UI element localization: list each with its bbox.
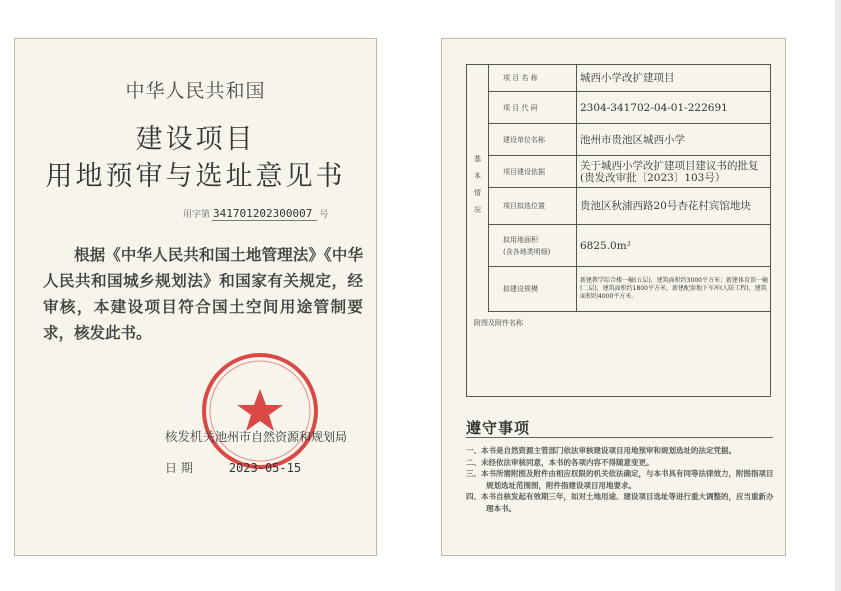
table-row bbox=[489, 124, 771, 156]
document-title-line2: 用地预审与选址意见书 bbox=[45, 161, 346, 192]
list-item: 四、本书自核发起有效期三年，如对土地用途、建设项目选址等进行重大调整的，应当重新办理本书。 bbox=[466, 492, 774, 513]
list-item: 一、本书是自然资源主管部门依法审核建设项目用地预审和规划选址的法定凭据。 bbox=[466, 446, 736, 455]
row-value: 2304-341702-04-01-222691 bbox=[580, 101, 728, 114]
certificate-number bbox=[183, 207, 328, 220]
row-label: 项 目 名 称 bbox=[489, 65, 577, 91]
row-value: 关于城西小学改扩建项目建议书的批复(贵发改审批〔2023〕103号） bbox=[580, 159, 759, 184]
attachments-label: 附图及附件名称 bbox=[474, 319, 523, 327]
row-value: 贵池区秋浦西路20号杏花村宾馆地块 bbox=[580, 200, 751, 212]
row-value: 新建教学综合楼一幢(五层)，建筑面积约3000平方米；新建体育馆一幢(二层)，建筑面积约1800平方米，新建配套地下车库(人防工程)，建筑 面积约4000平方米。 bbox=[580, 277, 768, 300]
number-suffix: 号 bbox=[319, 210, 329, 220]
row-label bbox=[489, 225, 577, 266]
issuing-authority-value: 池州市自然资源和规划局 bbox=[215, 430, 348, 444]
list-item: 三、本书所需附图及附件由相应权限的机关依法确定，与本书具有同等法律效力，附图指项目规划选址范围图，附件指建设项目用地要求。 bbox=[466, 469, 774, 490]
certificate-cover-page bbox=[14, 38, 377, 556]
row-label-main: 拟用地面积 bbox=[503, 235, 538, 244]
section-label: 基本情况 bbox=[467, 65, 489, 312]
issue-date bbox=[165, 459, 301, 476]
certificate-body-text: 根据《中华人民共和国土地管理法》《中华人民共和国城乡规划法》和国家有关规定，经审核，本建设项目符合国土空间用途管制要求，核发此书。 bbox=[43, 246, 363, 342]
row-label: 项目建设依据 bbox=[489, 156, 577, 187]
table-row bbox=[489, 267, 771, 312]
list-item: 二、未经依法审核同意，本书的各项内容不得随意变更。 bbox=[466, 457, 654, 467]
number-prefix: 用字第 bbox=[183, 210, 211, 220]
table-row bbox=[489, 225, 771, 267]
row-value: 6825.0m² bbox=[580, 239, 631, 252]
row-label: 建设单位名称 bbox=[489, 124, 577, 155]
number-value: 341701202300007 bbox=[212, 207, 317, 221]
issuing-authority-label: 核发机关 bbox=[165, 429, 216, 444]
row-value: 池州市贵池区城西小学 bbox=[580, 133, 685, 146]
notice-title: 遵守事项 bbox=[466, 419, 531, 437]
table-row bbox=[489, 65, 771, 92]
official-seal-icon bbox=[200, 351, 320, 471]
table-row bbox=[489, 92, 771, 124]
row-label-sub: (含各地类明细) bbox=[503, 247, 551, 256]
notice-divider bbox=[466, 437, 773, 438]
row-label: 项目拟选位置 bbox=[489, 188, 577, 224]
viewer-edge bbox=[835, 0, 841, 591]
table-row bbox=[489, 156, 771, 188]
project-info-table bbox=[466, 64, 771, 397]
issue-date-value: 2023-05-15 bbox=[228, 461, 302, 475]
row-label: 拟建设规模 bbox=[489, 267, 577, 311]
country-name: 中华人民共和国 bbox=[125, 80, 266, 102]
document-title-line1: 建设项目 bbox=[135, 124, 256, 155]
row-value: 城西小学改扩建项目 bbox=[580, 72, 675, 84]
issue-date-label: 日 期 bbox=[165, 461, 193, 475]
issuing-authority bbox=[165, 427, 347, 445]
notice-list bbox=[466, 445, 776, 514]
row-label: 项 目 代 码 bbox=[489, 92, 577, 123]
table-row bbox=[489, 188, 771, 225]
certificate-details-page bbox=[441, 38, 786, 556]
